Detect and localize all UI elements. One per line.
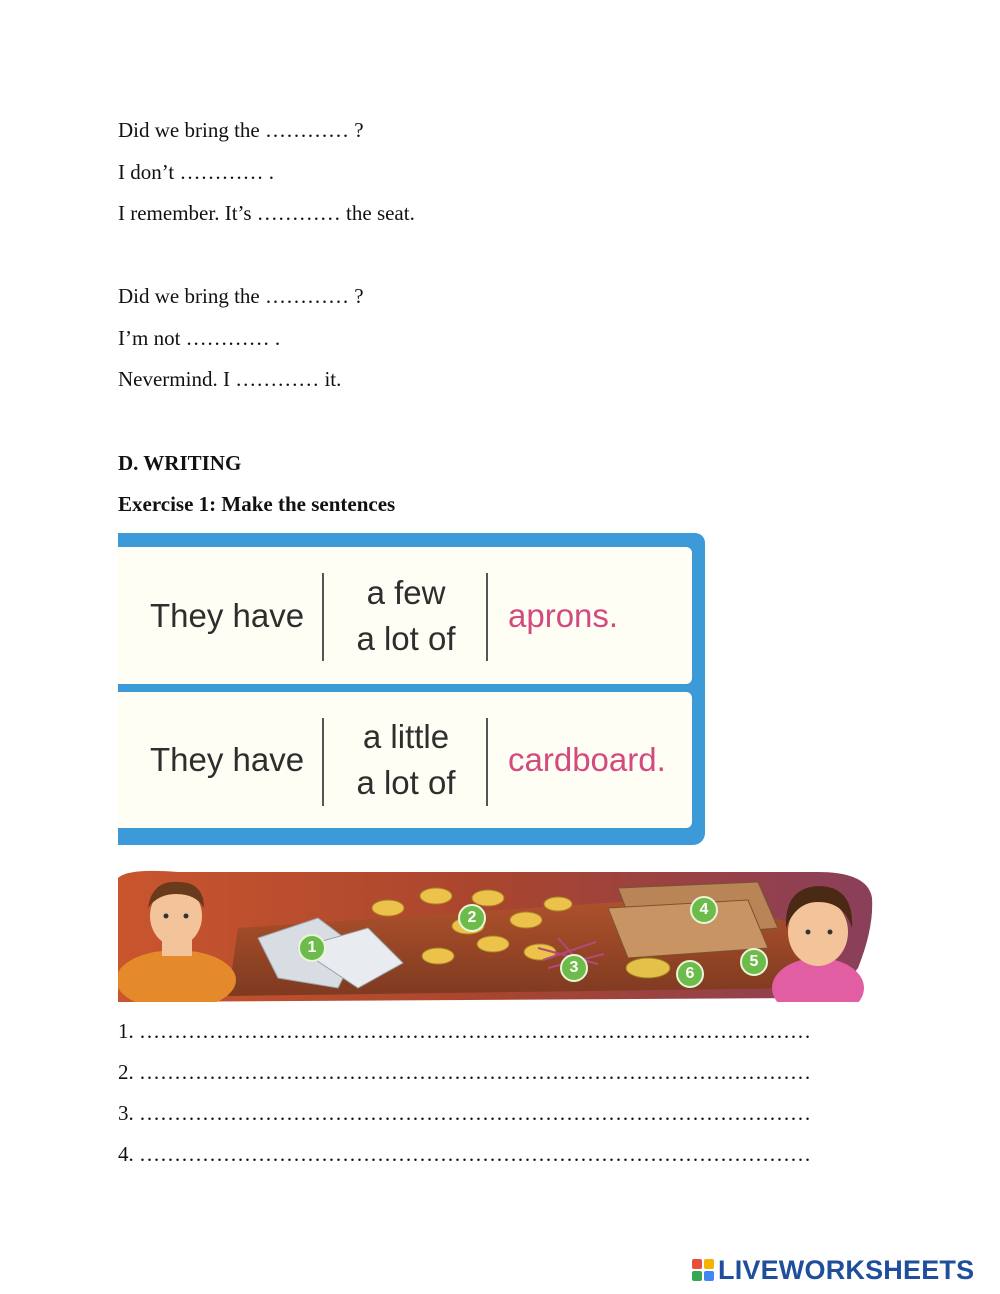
divider: [486, 573, 488, 661]
number-badge: 2: [458, 904, 486, 932]
quantifier: a little: [362, 718, 450, 755]
cardboard-pile: [608, 882, 778, 958]
logo-icon: [692, 1259, 714, 1281]
grammar-row: [118, 547, 692, 684]
dialogue-line: Did we bring the ………… ?: [118, 118, 364, 142]
answer-line[interactable]: 1. ……………………………………………………………………………………: [118, 1019, 811, 1043]
dialogue-line: Nevermind. I ………… it.: [118, 367, 342, 391]
grammar-subject: They have: [150, 596, 305, 634]
divider: [322, 718, 324, 806]
number-badge: 4: [690, 896, 718, 924]
quantifier: a few: [366, 573, 446, 611]
number-badge: 5: [740, 948, 768, 976]
dialogue-line: I remember. It’s ………… the seat.: [118, 201, 415, 225]
answer-line[interactable]: 4. ……………………………………………………………………………………: [118, 1142, 811, 1166]
grammar-quantifiers: [326, 692, 486, 828]
illustration-banner: [118, 868, 874, 1002]
grammar-row: [118, 692, 692, 828]
grammar-subject: They have: [150, 741, 305, 778]
quantifier: a lot of: [356, 619, 456, 657]
grammar-quantifiers: [326, 547, 486, 684]
illustration-image: [118, 868, 874, 1002]
number-badge: 3: [560, 954, 588, 982]
dialogue-line: I’m not ………… .: [118, 326, 281, 350]
divider: [322, 573, 324, 661]
quantifier: a lot of: [356, 764, 456, 801]
divider: [486, 718, 488, 806]
dialogue-line: I don’t ………… .: [118, 160, 274, 184]
exercise-title: Exercise 1: Make the sentences: [118, 492, 396, 516]
grammar-noun: cardboard.: [508, 741, 666, 778]
section-title: D. WRITING: [118, 451, 242, 475]
number-badge: 6: [676, 960, 704, 988]
logo-text: LIVEWORKSHEETS: [718, 1254, 975, 1285]
answer-line[interactable]: 2. ……………………………………………………………………………………: [118, 1060, 811, 1084]
liveworksheets-logo: [692, 1255, 974, 1285]
number-badge: 1: [298, 934, 326, 962]
answer-line[interactable]: 3. ……………………………………………………………………………………: [118, 1101, 811, 1125]
grammar-box: [118, 533, 705, 845]
grammar-noun: aprons.: [508, 596, 619, 634]
dialogue-line: Did we bring the ………… ?: [118, 284, 364, 308]
